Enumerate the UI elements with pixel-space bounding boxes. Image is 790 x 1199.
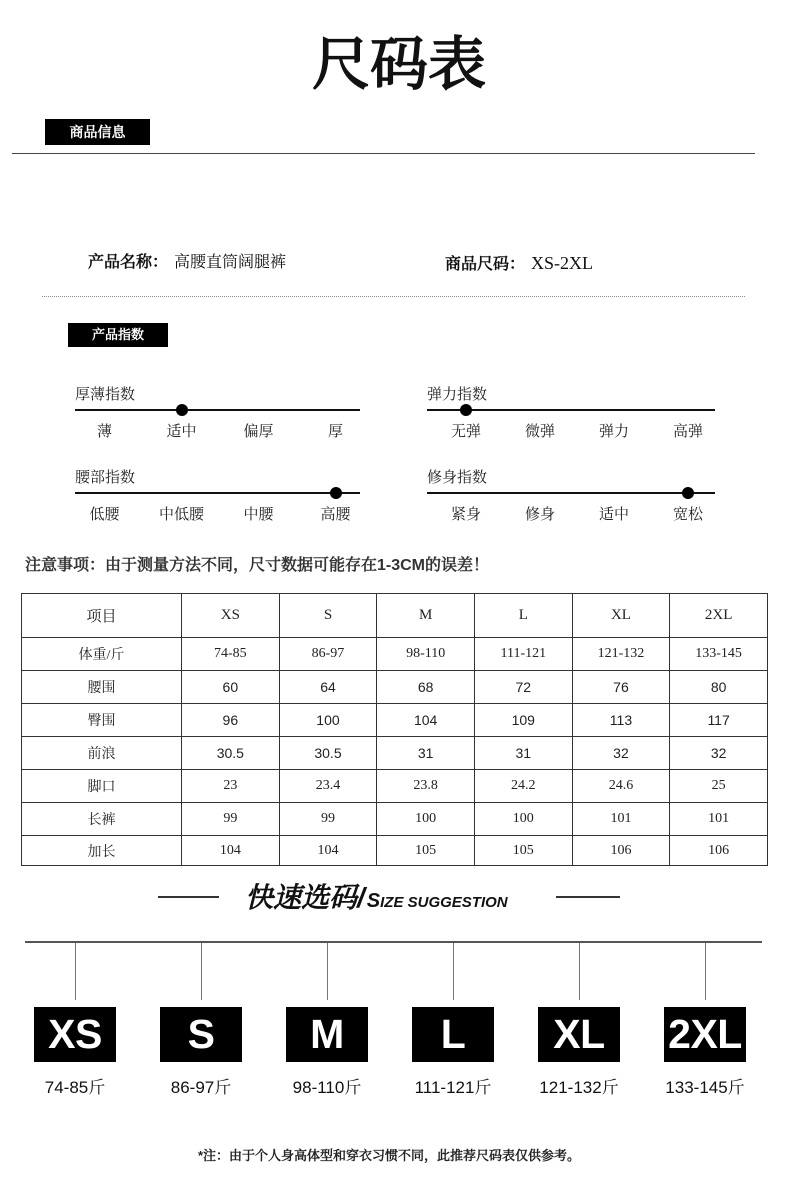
size-suggestion-item bbox=[516, 943, 642, 1099]
size-weight-range: 74-85斤 bbox=[44, 1078, 106, 1097]
size-badge: XL bbox=[538, 1007, 620, 1062]
table-cell: 121-132 bbox=[572, 638, 670, 671]
index-option: 无弹 bbox=[450, 423, 481, 440]
table-cell: 104 bbox=[377, 704, 475, 737]
table-cell: 24.6 bbox=[572, 770, 670, 803]
size-weight-range: 86-97斤 bbox=[170, 1078, 232, 1097]
table-row-label: 臀围 bbox=[22, 704, 182, 737]
index-option: 适中 bbox=[166, 423, 197, 440]
index-option: 弹力 bbox=[598, 423, 629, 440]
table-cell: 104 bbox=[279, 836, 377, 866]
index-options bbox=[66, 422, 374, 442]
table-cell: 113 bbox=[572, 704, 670, 737]
product-info-section-label: 商品信息 bbox=[45, 119, 150, 145]
table-row bbox=[22, 671, 768, 704]
table-header-cell: L bbox=[474, 594, 572, 638]
index-option: 紧身 bbox=[450, 506, 481, 523]
table-cell: 60 bbox=[182, 671, 280, 704]
table-cell: 99 bbox=[182, 803, 280, 836]
table-header-cell: S bbox=[279, 594, 377, 638]
index-track bbox=[75, 492, 360, 494]
table-cell: 74-85 bbox=[182, 638, 280, 671]
table-cell: 105 bbox=[474, 836, 572, 866]
section-divider bbox=[12, 153, 755, 154]
size-badge: L bbox=[412, 1007, 494, 1062]
table-cell: 32 bbox=[670, 737, 768, 770]
table-cell: 109 bbox=[474, 704, 572, 737]
size-suggestion-heading-en: SIZE SUGGESTION bbox=[366, 890, 508, 912]
size-suggestion-item bbox=[12, 943, 138, 1099]
tick-line bbox=[453, 943, 454, 1000]
size-weight-range: 121-132斤 bbox=[539, 1078, 619, 1097]
table-header-cell: 项目 bbox=[22, 594, 182, 638]
size-suggestion-heading-cn: 快速选码/ bbox=[245, 882, 365, 913]
table-cell: 106 bbox=[670, 836, 768, 866]
table-row bbox=[22, 638, 768, 671]
table-cell: 98-110 bbox=[377, 638, 475, 671]
index-marker-dot bbox=[330, 487, 342, 499]
index-option: 适中 bbox=[598, 506, 629, 523]
index-option: 宽松 bbox=[672, 506, 703, 523]
table-cell: 23.4 bbox=[279, 770, 377, 803]
waist-index bbox=[75, 468, 365, 528]
index-option: 高弹 bbox=[672, 423, 703, 440]
heading-decor-line-left bbox=[158, 896, 219, 898]
page-title: 尺码表 bbox=[311, 32, 486, 97]
tick-line bbox=[327, 943, 328, 1000]
measurement-notice: 注意事项：由于测量方法不同，尺寸数据可能存在1-3CM的误差！ bbox=[25, 557, 490, 574]
index-title: 修身指数 bbox=[427, 469, 488, 486]
size-suggestion-item bbox=[138, 943, 264, 1099]
table-cell: 96 bbox=[182, 704, 280, 737]
index-track bbox=[427, 492, 715, 494]
tick-line bbox=[705, 943, 706, 1000]
table-cell: 100 bbox=[474, 803, 572, 836]
index-option: 修身 bbox=[524, 506, 555, 523]
index-track bbox=[75, 409, 360, 411]
table-cell: 76 bbox=[572, 671, 670, 704]
table-cell: 111-121 bbox=[474, 638, 572, 671]
table-header-row bbox=[22, 594, 768, 638]
index-options bbox=[429, 505, 725, 525]
table-cell: 105 bbox=[377, 836, 475, 866]
index-title: 厚薄指数 bbox=[75, 386, 136, 403]
index-title: 弹力指数 bbox=[427, 386, 488, 403]
table-header-cell: 2XL bbox=[670, 594, 768, 638]
fit-index bbox=[427, 468, 717, 528]
heading-decor-line-right bbox=[556, 896, 620, 898]
table-cell: 64 bbox=[279, 671, 377, 704]
table-row bbox=[22, 737, 768, 770]
size-table bbox=[21, 593, 768, 866]
size-suggestion-item bbox=[264, 943, 390, 1099]
thickness-index bbox=[75, 385, 365, 445]
table-row-label: 腰围 bbox=[22, 671, 182, 704]
index-option: 偏厚 bbox=[243, 423, 274, 440]
table-row bbox=[22, 836, 768, 866]
table-row bbox=[22, 704, 768, 737]
dotted-divider bbox=[42, 296, 745, 297]
table-row-label: 前浪 bbox=[22, 737, 182, 770]
index-options bbox=[429, 422, 725, 442]
size-suggestion-item bbox=[642, 943, 768, 1099]
size-suggestion-item bbox=[390, 943, 516, 1099]
product-name bbox=[88, 252, 286, 274]
size-badge: XS bbox=[34, 1007, 116, 1062]
tick-line bbox=[201, 943, 202, 1000]
table-row-label: 加长 bbox=[22, 836, 182, 866]
product-size-label: 商品尺码： bbox=[445, 256, 526, 273]
product-size-value: XS-2XL bbox=[531, 253, 594, 273]
table-cell: 31 bbox=[474, 737, 572, 770]
table-cell: 23.8 bbox=[377, 770, 475, 803]
size-suggestion-row bbox=[12, 943, 768, 1099]
table-cell: 31 bbox=[377, 737, 475, 770]
table-cell: 133-145 bbox=[670, 638, 768, 671]
tick-line bbox=[75, 943, 76, 1000]
table-cell: 80 bbox=[670, 671, 768, 704]
table-cell: 32 bbox=[572, 737, 670, 770]
size-badge: M bbox=[286, 1007, 368, 1062]
index-marker-dot bbox=[460, 404, 472, 416]
table-cell: 30.5 bbox=[182, 737, 280, 770]
table-row-label: 长裤 bbox=[22, 803, 182, 836]
table-cell: 117 bbox=[670, 704, 768, 737]
size-badge: S bbox=[160, 1007, 242, 1062]
table-cell: 23 bbox=[182, 770, 280, 803]
table-cell: 100 bbox=[377, 803, 475, 836]
index-option: 厚 bbox=[327, 423, 343, 440]
tick-line bbox=[579, 943, 580, 1000]
table-cell: 100 bbox=[279, 704, 377, 737]
table-row-label: 脚口 bbox=[22, 770, 182, 803]
index-option: 中腰 bbox=[243, 506, 274, 523]
product-name-value: 高腰直筒阔腿裤 bbox=[174, 254, 287, 271]
size-weight-range: 133-145斤 bbox=[665, 1078, 745, 1097]
table-row bbox=[22, 770, 768, 803]
table-cell: 86-97 bbox=[279, 638, 377, 671]
product-size-range bbox=[445, 252, 593, 274]
size-badge: 2XL bbox=[664, 1007, 746, 1062]
table-cell: 104 bbox=[182, 836, 280, 866]
index-option: 高腰 bbox=[320, 506, 351, 523]
table-header-cell: M bbox=[377, 594, 475, 638]
product-index-section-label: 产品指数 bbox=[68, 323, 168, 347]
table-cell: 106 bbox=[572, 836, 670, 866]
index-option: 中低腰 bbox=[158, 506, 204, 523]
size-weight-range: 111-121斤 bbox=[414, 1078, 492, 1097]
table-cell: 99 bbox=[279, 803, 377, 836]
table-row-label: 体重/斤 bbox=[22, 638, 182, 671]
table-cell: 101 bbox=[572, 803, 670, 836]
table-cell: 72 bbox=[474, 671, 572, 704]
index-title: 腰部指数 bbox=[75, 469, 136, 486]
table-header-cell: XL bbox=[572, 594, 670, 638]
table-cell: 68 bbox=[377, 671, 475, 704]
table-cell: 101 bbox=[670, 803, 768, 836]
index-option: 低腰 bbox=[89, 506, 120, 523]
index-marker-dot bbox=[176, 404, 188, 416]
table-cell: 24.2 bbox=[474, 770, 572, 803]
index-options bbox=[66, 505, 374, 525]
footnote: *注：由于个人身高体型和穿衣习惯不同，此推荐尺码表仅供参考。 bbox=[197, 1148, 581, 1163]
index-marker-dot bbox=[682, 487, 694, 499]
table-cell: 25 bbox=[670, 770, 768, 803]
product-name-label: 产品名称： bbox=[88, 254, 169, 271]
index-option: 微弹 bbox=[524, 423, 555, 440]
table-row bbox=[22, 803, 768, 836]
elasticity-index bbox=[427, 385, 717, 445]
table-header-cell: XS bbox=[182, 594, 280, 638]
size-suggestion-heading bbox=[245, 880, 508, 916]
table-cell: 30.5 bbox=[279, 737, 377, 770]
size-weight-range: 98-110斤 bbox=[292, 1078, 362, 1097]
index-option: 薄 bbox=[96, 423, 112, 440]
